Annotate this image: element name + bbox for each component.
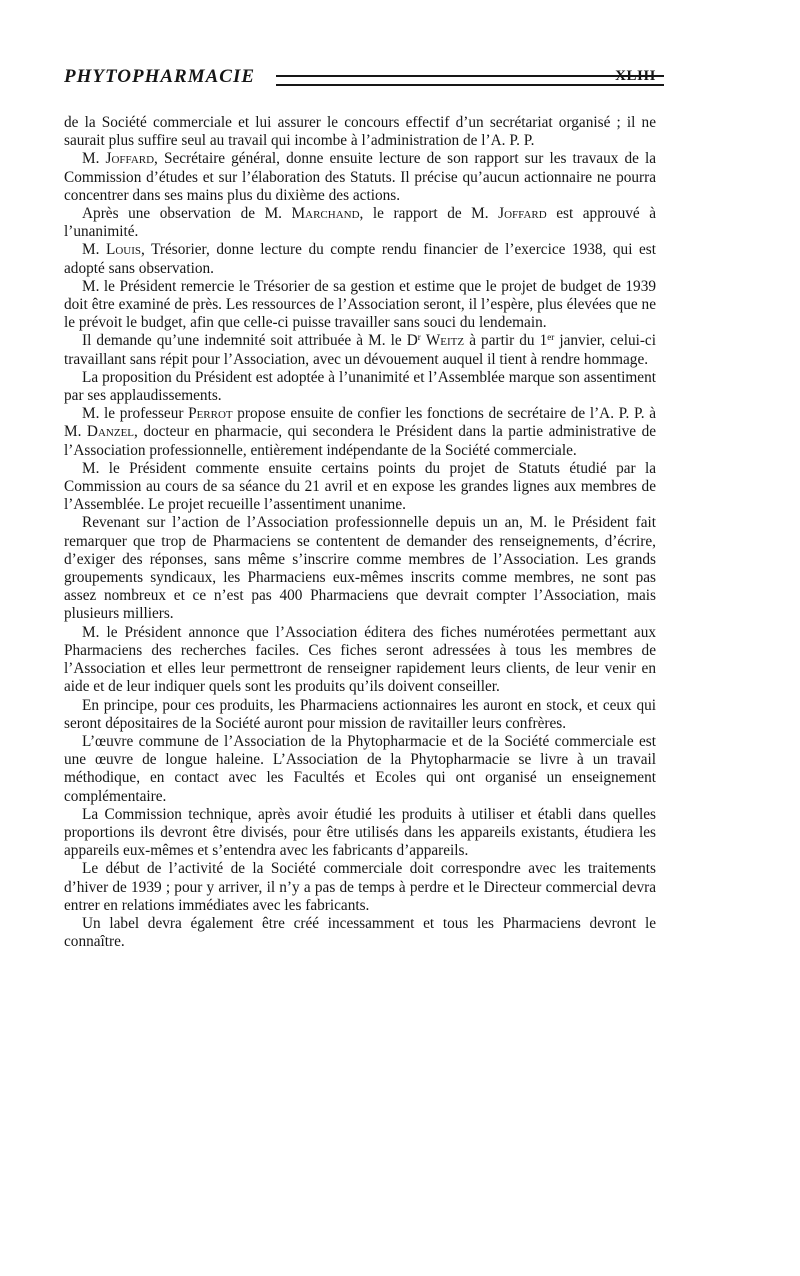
text-run: M. xyxy=(82,150,106,168)
page-number: XLIII xyxy=(615,68,656,84)
text-run: janvier, celui-ci travaillant sans répit pour l’Association, avec un dévouement auquel il tient à rendre hommage. xyxy=(64,332,656,368)
text-run: M. le Président commente ensuite certains points du projet de Statuts étudié par la Commission au cours de sa séance du 21 avril et en expose les grandes lignes aux membres de l’Assemblée. Le projet recueille l’assentiment unanime. xyxy=(64,459,656,514)
text-run: , docteur en pharmacie, qui secondera le Président dans la partie administrative de l’Association professionnelle, entièrement indépendante de la Société commerciale. xyxy=(64,423,657,459)
paragraph xyxy=(64,205,656,241)
paragraph xyxy=(64,733,656,806)
text-run: M. le Président annonce que l’Association éditera des fiches numérotées permettant aux Pharmaciens des recherches faciles. Ces fiches seront adressées à tous les membres de l’Association et elles leur permettront de renseigner rapidement leurs clients, de leur venir en aide et de leur indiquer quels sont les produits qu’ils doivent conseiller. xyxy=(64,623,656,696)
person-name: Perrot xyxy=(188,405,233,423)
text-run: La Commission technique, après avoir étudié les produits à utiliser et établi dans quelles proportions ils devront être divisés, pour être utilisés dans les appareils existants, étudiera les appareils eux-mêmes et s’entendra avec les fabricants d’appareils. xyxy=(64,805,656,860)
text-run: Il demande qu’une indemnité soit attribuée à M. le D xyxy=(82,332,418,350)
paragraph xyxy=(64,624,656,697)
text-run: Un label devra également être créé incessamment et tous les Pharmaciens devront le connaître. xyxy=(64,914,656,951)
text-run: à partir du 1 xyxy=(464,332,548,350)
text-run: Revenant sur l’action de l’Association professionnelle depuis un an, M. le Président fait remarquer que trop de Pharmaciens se contentent de demander des renseignements, d’écrire, d’exiger des réponses, sans même s’inscrire comme membres de l’Association. Les grands groupements syndicaux, les Pharmaciens eux-mêmes inscrits comme membres, ne sont pas assez nombreux et ce n’est pas 400 Pharmaciens que devrait compter l’Association, mais plusieurs milliers. xyxy=(64,514,656,623)
paragraph xyxy=(64,332,656,368)
paragraph xyxy=(64,114,656,150)
text-run: La proposition du Président est adoptée à l’unanimité et l’Assemblée marque son assentiment par ses applaudissements. xyxy=(64,368,656,405)
text-run: Le début de l’activité de la Société commerciale doit correspondre avec les traitements d’hiver de 1939 ; pour y arriver, il n’y a pas de temps à perdre et le Directeur commercial devra entrer en relations immédiates avec les fabricants. xyxy=(64,860,656,914)
text-run: En principe, pour ces produits, les Pharmaciens actionnaires les auront en stock, et ceux qui seront dépositaires de la Société auront pour mission de ravitailler leurs confrères. xyxy=(64,696,656,732)
person-name: Marchand xyxy=(291,205,360,223)
text-run: M. le professeur xyxy=(82,405,189,423)
text-run: propose ensuite de confier les fonctions de secrétaire de l’A. P. P. à M. xyxy=(64,405,657,441)
text-run: , Secrétaire général, donne ensuite lecture de son rapport sur les travaux de la Commission d’études et sur l’élaboration des Statuts. Il précise qu’aucun actionnaire ne pourra concentrer dans ses mains plus du dixième des actions. xyxy=(64,150,656,204)
person-name: Louis xyxy=(105,241,141,259)
paragraph xyxy=(64,806,656,861)
text-run: L’œuvre commune de l’Association de la Phytopharmacie et de la Société commerciale est une œuvre de longue haleine. L’Association de la Phytopharmacie se livre à un travail méthodique, en contact avec les Facultés et Ecoles qui ont organisé un enseignement complémentaire. xyxy=(64,732,656,805)
paragraph xyxy=(64,241,656,277)
person-name: Weitz xyxy=(425,332,465,350)
paragraph xyxy=(64,697,656,733)
person-name: Danzel xyxy=(86,423,135,441)
paragraph xyxy=(64,514,656,623)
text-run: M. xyxy=(82,241,106,259)
text-run: , le rapport de M. xyxy=(359,205,499,223)
text-run: Après une observation de M. xyxy=(82,205,292,223)
text-run: de la Société commerciale et lui assurer le concours effectif d’un secrétariat organisé ; il ne saurait plus suffire seul au travail qui incombe à l’administration de l’A. P. P. xyxy=(64,114,656,150)
paragraph xyxy=(64,860,656,915)
paragraph xyxy=(64,915,656,951)
running-head xyxy=(64,66,656,96)
text-run: M. le Président remercie le Trésorier de sa gestion et estime que le projet de budget de 1939 doit être examiné de près. Les ressources de l’Association seront, il l’espère, plus élevées que ne le prévoit le budget, afin que celle-ci puisse travailler sans souci du lendemain. xyxy=(64,277,656,332)
text-run: est approuvé à l’unanimité. xyxy=(64,205,656,241)
body-text xyxy=(64,114,656,951)
paragraph xyxy=(64,405,656,460)
superscript: r xyxy=(417,332,421,343)
paragraph xyxy=(64,278,656,333)
text-run: , Trésorier, donne lecture du compte rendu financier de l’exercice 1938, qui est adopté sans observation. xyxy=(64,241,656,277)
header-double-rule xyxy=(276,75,664,86)
person-name: Joffard xyxy=(498,205,547,223)
paragraph xyxy=(64,369,656,405)
journal-title: PHYTOPHARMACIE xyxy=(64,66,256,87)
person-name: Joffard xyxy=(105,150,155,168)
paragraph xyxy=(64,460,656,515)
superscript: er xyxy=(547,332,555,343)
paragraph xyxy=(64,150,656,205)
